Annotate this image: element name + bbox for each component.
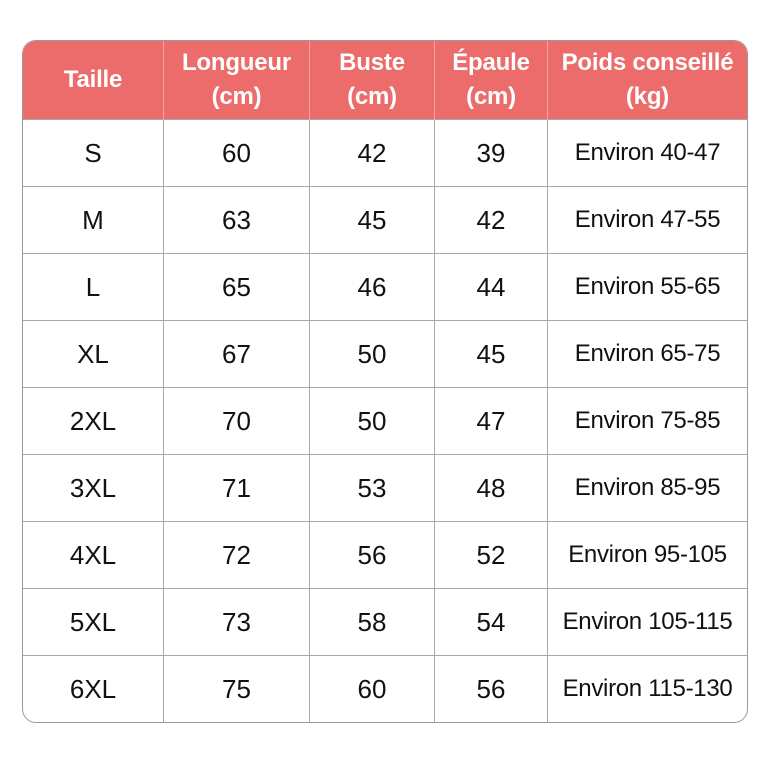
table-header [23, 41, 747, 120]
header-taille [23, 41, 164, 120]
header-buste [310, 41, 435, 120]
cell-taille: M [23, 187, 164, 254]
cell-longueur: 63 [164, 187, 310, 254]
cell-poids: Environ 85-95 [548, 455, 747, 522]
cell-longueur: 65 [164, 254, 310, 321]
header-poids [548, 41, 747, 120]
cell-epaule: 39 [435, 120, 548, 187]
cell-taille: 2XL [23, 388, 164, 455]
table-row [23, 656, 747, 722]
table-row [23, 522, 747, 589]
cell-longueur: 73 [164, 589, 310, 656]
cell-poids: Environ 55-65 [548, 254, 747, 321]
header-epaule-unit: (cm) [466, 83, 516, 110]
cell-poids: Environ 40-47 [548, 120, 747, 187]
cell-epaule: 44 [435, 254, 548, 321]
table-row [23, 455, 747, 522]
cell-taille: 3XL [23, 455, 164, 522]
cell-buste: 56 [310, 522, 435, 589]
header-buste-label: Buste [339, 49, 405, 76]
cell-epaule: 47 [435, 388, 548, 455]
cell-epaule: 45 [435, 321, 548, 388]
cell-longueur: 71 [164, 455, 310, 522]
header-longueur-label: Longueur [181, 49, 292, 76]
cell-buste: 50 [310, 388, 435, 455]
table-row [23, 589, 747, 656]
cell-buste: 50 [310, 321, 435, 388]
cell-buste: 58 [310, 589, 435, 656]
cell-poids: Environ 47-55 [548, 187, 747, 254]
cell-taille: 4XL [23, 522, 164, 589]
cell-epaule: 54 [435, 589, 548, 656]
cell-epaule: 48 [435, 455, 548, 522]
cell-taille: 5XL [23, 589, 164, 656]
table-row [23, 321, 747, 388]
cell-longueur: 67 [164, 321, 310, 388]
header-longueur [164, 41, 310, 120]
size-chart-table [22, 40, 748, 723]
cell-taille: L [23, 254, 164, 321]
cell-poids: Environ 105-115 [548, 589, 747, 656]
table-body [23, 120, 747, 722]
header-taille-label: Taille [63, 66, 123, 93]
cell-epaule: 42 [435, 187, 548, 254]
cell-epaule: 52 [435, 522, 548, 589]
cell-longueur: 72 [164, 522, 310, 589]
cell-poids: Environ 115-130 [562, 675, 733, 702]
cell-buste: 53 [310, 455, 435, 522]
header-row [23, 41, 747, 120]
cell-poids: Environ 65-75 [548, 321, 747, 388]
header-epaule-label: Épaule [452, 49, 530, 76]
header-longueur-unit: (cm) [211, 83, 262, 110]
cell-taille: XL [23, 321, 164, 388]
cell-poids: Environ 95-105 [548, 522, 747, 589]
header-epaule [435, 41, 548, 120]
cell-buste: 45 [310, 187, 435, 254]
table-row [23, 254, 747, 321]
cell-buste: 42 [310, 120, 435, 187]
cell-buste: 46 [310, 254, 435, 321]
cell-longueur: 70 [164, 388, 310, 455]
header-poids-label: Poids conseillé [561, 49, 734, 76]
table-row [23, 187, 747, 254]
header-buste-unit: (cm) [347, 83, 397, 110]
header-poids-unit: (kg) [625, 83, 670, 110]
cell-taille: 6XL [23, 656, 164, 722]
cell-epaule: 56 [435, 656, 548, 722]
cell-longueur: 75 [164, 656, 310, 722]
cell-longueur: 60 [164, 120, 310, 187]
cell-buste: 60 [310, 656, 435, 722]
cell-poids: Environ 75-85 [548, 388, 747, 455]
table-row [23, 388, 747, 455]
cell-taille: S [23, 120, 164, 187]
table-row [23, 120, 747, 187]
